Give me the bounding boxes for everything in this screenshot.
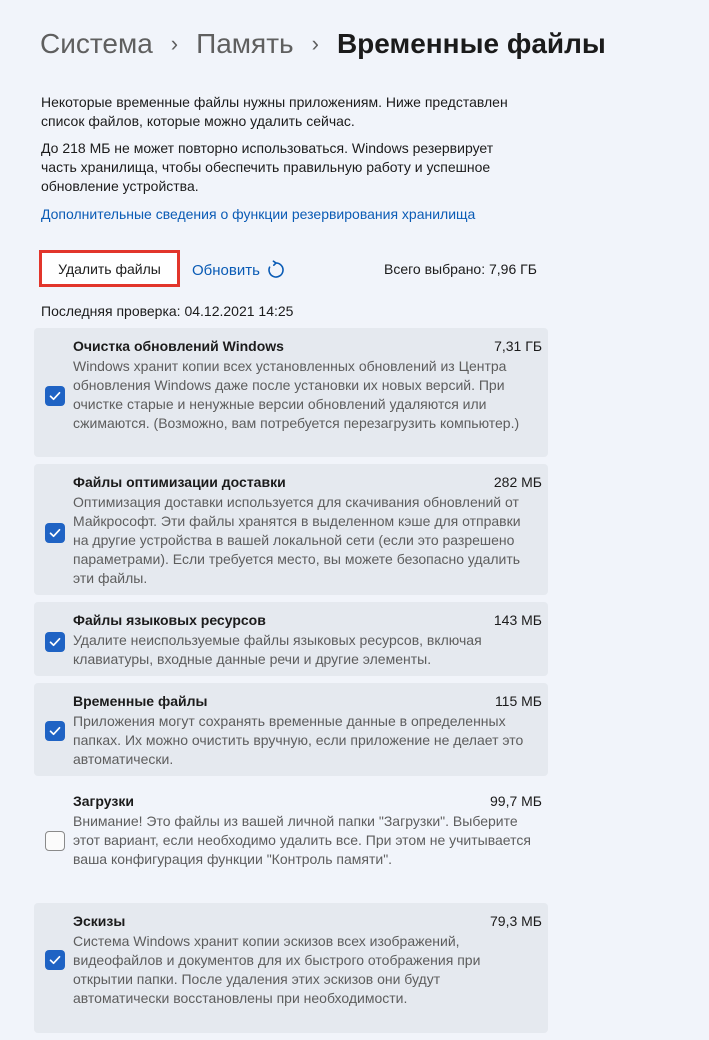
total-selected: Всего выбрано: 7,96 ГБ xyxy=(384,261,537,277)
list-item-thumbnails[interactable] xyxy=(34,903,548,1033)
item-title: Временные файлы xyxy=(73,693,208,709)
list-item-downloads[interactable] xyxy=(34,783,548,896)
intro-text xyxy=(41,93,521,204)
item-size: 115 МБ xyxy=(494,693,542,709)
item-description: Оптимизация доставки используется для скачивания обновлений от Майкрософт. Эти файлы хранятся в выделенном кэше для отправки на другие устройства в вашей локальной сети (если это разрешено параметрами). Если требуется место, вы можете безопасно удалить эти файлы. xyxy=(73,494,521,586)
refresh-button-label: Обновить xyxy=(192,261,260,279)
chevron-right-icon: › xyxy=(170,31,179,56)
item-size: 99,7 МБ xyxy=(490,793,542,809)
refresh-icon xyxy=(266,260,286,280)
item-description: Система Windows хранит копии эскизов всех изображений, видеофайлов и документов для их быстрого отображения при открытии папки. После удаления этих эскизов они будут автоматически восстановлены при необходимости. xyxy=(73,933,481,1006)
breadcrumb-item-storage[interactable]: Память xyxy=(196,28,294,59)
checkbox[interactable] xyxy=(45,831,65,851)
checkmark-icon xyxy=(48,953,62,967)
item-size: 7,31 ГБ xyxy=(494,338,542,354)
page-title: Временные файлы xyxy=(336,28,606,59)
refresh-button[interactable] xyxy=(192,260,286,280)
item-title: Файлы оптимизации доставки xyxy=(73,474,286,490)
intro-paragraph-1: Некоторые временные файлы нужны приложениям. Ниже представлен список файлов, которые можно удалить сейчас. xyxy=(41,94,508,129)
list-item-delivery-optimization[interactable] xyxy=(34,464,548,595)
checkmark-icon xyxy=(48,724,62,738)
checkbox[interactable] xyxy=(45,950,65,970)
item-description: Внимание! Это файлы из вашей личной папки "Загрузки". Выберите этот вариант, если необходимо удалить все. При этом не учитывается ваша конфигурация функции "Контроль памяти". xyxy=(73,813,531,867)
delete-files-button-label: Удалить файлы xyxy=(58,260,161,277)
checkmark-icon xyxy=(48,635,62,649)
item-title: Загрузки xyxy=(73,793,134,809)
item-title: Файлы языковых ресурсов xyxy=(73,612,266,628)
item-size: 143 МБ xyxy=(493,612,542,628)
item-description: Windows хранит копии всех установленных обновлений из Центра обновления Windows даже после установки их новых версий. При очистке старые и ненужные версии обновлений удаляются или сжимаются. (Возможно, вам потребуется перезагрузить компьютер.) xyxy=(73,358,520,431)
item-title: Эскизы xyxy=(73,913,126,929)
list-item-language-resources[interactable] xyxy=(34,602,548,676)
item-description: Приложения могут сохранять временные данные в определенных папках. Их можно очистить вручную, если приложение не делает это автоматически. xyxy=(73,713,524,767)
breadcrumb-item-system[interactable]: Система xyxy=(40,28,153,59)
temp-files-list xyxy=(34,328,548,1040)
delete-files-button[interactable] xyxy=(39,250,180,287)
chevron-right-icon: › xyxy=(311,31,319,56)
storage-reserve-info-link[interactable]: Дополнительные сведения о функции резервирования хранилища xyxy=(41,206,476,222)
checkmark-icon xyxy=(48,389,62,403)
checkbox[interactable] xyxy=(45,386,65,406)
list-item-temporary-files[interactable] xyxy=(34,683,548,776)
last-check-timestamp: Последняя проверка: 04.12.2021 14:25 xyxy=(41,303,294,319)
checkbox[interactable] xyxy=(45,523,65,543)
item-title: Очистка обновлений Windows xyxy=(73,338,284,354)
checkmark-icon xyxy=(48,526,62,540)
item-description: Удалите неиспользуемые файлы языковых ресурсов, включая клавиатуры, входные данные речи и другие элементы. xyxy=(73,632,482,667)
intro-paragraph-2: До 218 МБ не может повторно использоваться. Windows резервирует часть хранилища, чтобы обеспечить правильную работу и успешное обновление устройства. xyxy=(41,140,494,194)
item-size: 79,3 МБ xyxy=(490,913,542,929)
checkbox[interactable] xyxy=(45,721,65,741)
item-size: 282 МБ xyxy=(493,474,542,490)
breadcrumb xyxy=(40,26,606,62)
list-item-windows-update-cleanup[interactable] xyxy=(34,328,548,457)
checkbox[interactable] xyxy=(45,632,65,652)
